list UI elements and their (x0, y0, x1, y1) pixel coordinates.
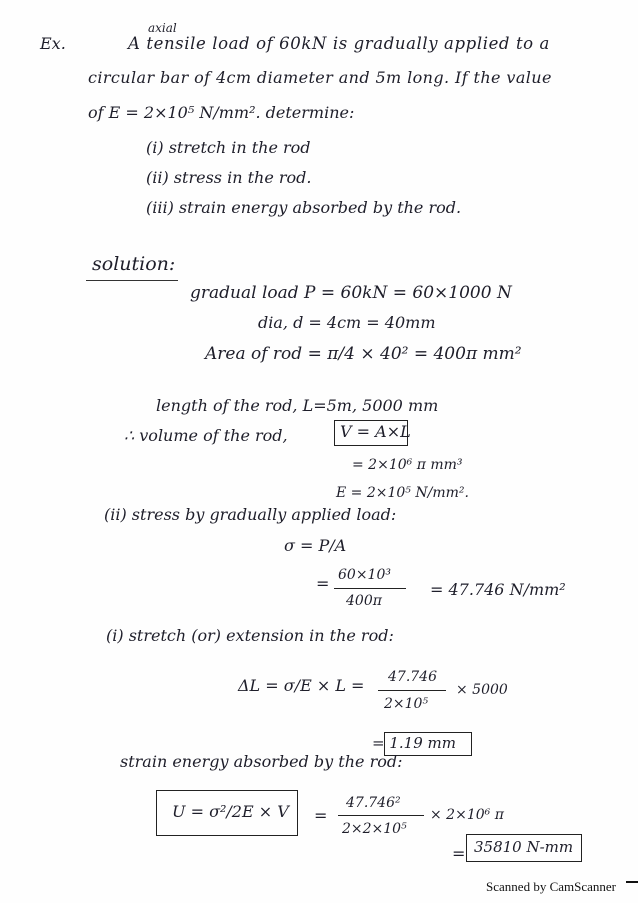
page-corner-mark (626, 881, 638, 883)
energy-numerator: 47.746² (346, 795, 401, 811)
energy-heading: strain energy absorbed by the rod: (120, 752, 403, 771)
energy-result-equals: = (452, 844, 466, 863)
gradual-load-line: gradual load P = 60kN = 60×1000 N (190, 283, 512, 303)
example-label: Ex. (40, 34, 66, 53)
problem-line-3: of E = 2×10⁵ N/mm². determine: (88, 103, 355, 122)
stretch-heading: (i) stretch (or) extension in the rod: (106, 626, 394, 645)
sigma-denominator: 400π (346, 593, 382, 609)
delta-l-numerator: 47.746 (388, 669, 437, 685)
solution-heading: solution: (92, 253, 176, 275)
energy-multiplier: × 2×10⁶ π (430, 807, 504, 823)
delta-l-lhs: ΔL = σ/E × L = (238, 676, 365, 695)
diameter-line: dia, d = 4cm = 40mm (258, 313, 436, 332)
energy-denominator: 2×2×10⁵ (342, 821, 407, 837)
delta-l-result: = 1.19 mm (372, 734, 456, 752)
sigma-numerator: 60×10³ (338, 567, 391, 583)
problem-line-1: A tensile load of 60kN is gradually applied to a (128, 34, 550, 53)
volume-value: = 2×10⁶ π mm³ (352, 457, 463, 473)
problem-item-2: (ii) stress in the rod. (146, 168, 312, 187)
modulus-line: E = 2×10⁵ N/mm². (336, 485, 469, 501)
energy-fraction-bar (338, 815, 424, 816)
sigma-equals: = (316, 574, 330, 593)
sigma-formula: σ = P/A (284, 536, 347, 555)
energy-formula: U = σ²/2E × V (172, 802, 289, 821)
volume-label: ∴ volume of the rod, (124, 426, 288, 445)
scanner-watermark: Scanned by CamScanner (486, 879, 616, 894)
stress-heading: (ii) stress by gradually applied load: (104, 505, 397, 524)
problem-item-3: (iii) strain energy absorbed by the rod. (146, 198, 462, 217)
delta-l-multiplier: × 5000 (456, 682, 508, 698)
sigma-result: = 47.746 N/mm² (430, 580, 566, 599)
solution-underline (86, 280, 178, 281)
area-line: Area of rod = π/4 × 40² = 400π mm² (205, 344, 522, 364)
length-line: length of the rod, L=5m, 5000 mm (156, 396, 439, 415)
delta-l-fraction-bar (378, 690, 446, 691)
volume-formula: V = A×L (340, 422, 411, 441)
insertion-word: axial (148, 21, 177, 35)
problem-item-1: (i) stretch in the rod (146, 138, 311, 157)
energy-result: 35810 N-mm (474, 838, 574, 856)
problem-line-2: circular bar of 4cm diameter and 5m long. If the value (88, 68, 552, 87)
energy-equals: = (314, 806, 328, 825)
delta-l-denominator: 2×10⁵ (384, 696, 429, 712)
sigma-fraction-bar (334, 588, 406, 589)
